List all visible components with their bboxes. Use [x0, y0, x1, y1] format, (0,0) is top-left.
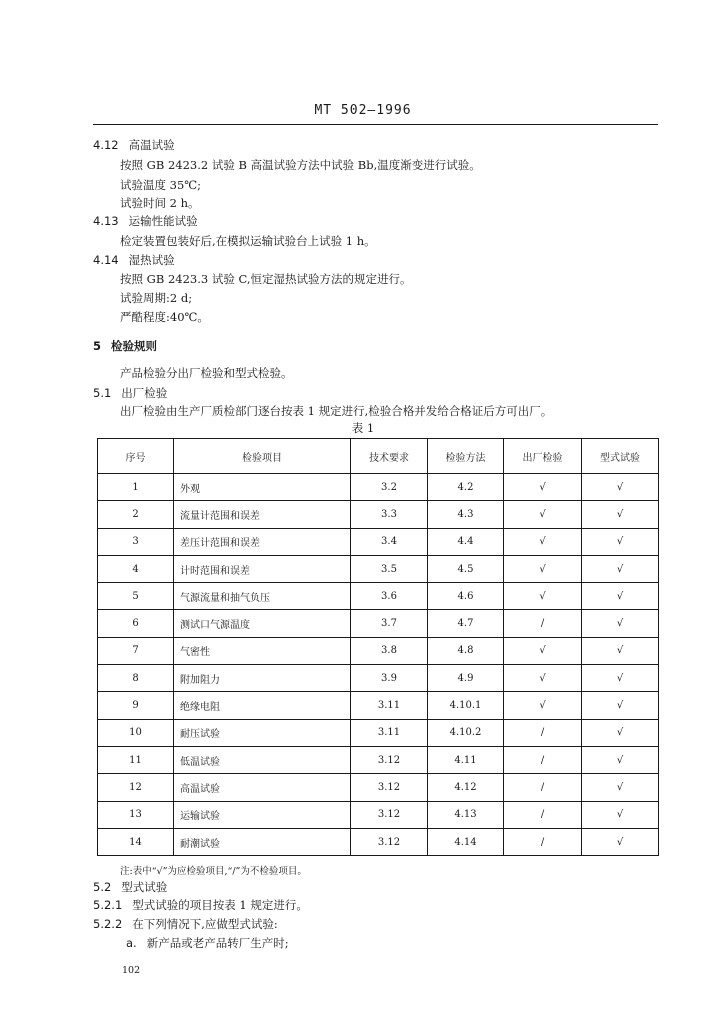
inspection-item-cell: 附加阻力	[174, 665, 351, 692]
technical-requirement-cell: 3.12	[351, 774, 428, 801]
row-number-cell: 11	[98, 746, 174, 773]
header-rule	[93, 124, 658, 125]
type-test-cell: √	[582, 610, 659, 637]
technical-requirement-cell: 3.7	[351, 610, 428, 637]
factory-inspection-cell: √	[504, 555, 582, 582]
technical-requirement-cell: 3.8	[351, 637, 428, 664]
section-title: 高温试验	[128, 138, 175, 152]
technical-requirement-cell: 3.12	[351, 801, 428, 828]
row-number-cell: 4	[98, 555, 174, 582]
col-header-no: 序号	[98, 439, 174, 474]
section-number: 4.12	[93, 138, 119, 152]
row-number-cell: 9	[98, 692, 174, 719]
technical-requirement-cell: 3.12	[351, 746, 428, 773]
paragraph: 按照 GB 2423.3 试验 C,恒定湿热试验方法的规定进行。	[120, 272, 412, 286]
technical-requirement-cell: 3.11	[351, 719, 428, 746]
inspection-item-cell: 流量计范围和误差	[174, 501, 351, 528]
inspection-item-cell: 绝缘电阻	[174, 692, 351, 719]
type-test-cell: √	[582, 801, 659, 828]
row-number-cell: 5	[98, 583, 174, 610]
inspection-method-cell: 4.12	[428, 774, 504, 801]
technical-requirement-cell: 3.4	[351, 528, 428, 555]
type-test-cell: √	[582, 583, 659, 610]
factory-inspection-cell: √	[504, 637, 582, 664]
factory-inspection-cell: √	[504, 665, 582, 692]
row-number-cell: 14	[98, 828, 174, 855]
type-test-cell: √	[582, 774, 659, 801]
section-4-13-heading	[93, 214, 198, 228]
table-row	[98, 665, 659, 692]
paragraph: 试验温度 35℃;	[120, 178, 202, 192]
table-caption: 表 1	[351, 421, 375, 435]
col-header-method: 检验方法	[428, 439, 504, 474]
section-text: 在下列情况下,应做型式试验:	[132, 917, 278, 931]
row-number-cell: 6	[98, 610, 174, 637]
section-5-2-2	[93, 917, 278, 931]
factory-inspection-cell: /	[504, 801, 582, 828]
type-test-cell: √	[582, 637, 659, 664]
type-test-cell: √	[582, 555, 659, 582]
col-header-factory: 出厂检验	[504, 439, 582, 474]
inspection-method-cell: 4.6	[428, 583, 504, 610]
inspection-method-cell: 4.8	[428, 637, 504, 664]
row-number-cell: 3	[98, 528, 174, 555]
inspection-method-cell: 4.11	[428, 746, 504, 773]
paragraph: 严酷程度:40℃。	[120, 310, 209, 324]
inspection-item-cell: 低温试验	[174, 746, 351, 773]
type-test-cell: √	[582, 501, 659, 528]
paragraph: 产品检验分出厂检验和型式检验。	[120, 366, 293, 380]
row-number-cell: 13	[98, 801, 174, 828]
inspection-method-cell: 4.7	[428, 610, 504, 637]
section-text: 型式试验的项目按表 1 规定进行。	[132, 898, 308, 912]
section-4-12-heading	[93, 138, 175, 152]
technical-requirement-cell: 3.11	[351, 692, 428, 719]
row-number-cell: 12	[98, 774, 174, 801]
inspection-method-cell: 4.10.2	[428, 719, 504, 746]
section-number: 4.13	[93, 214, 119, 228]
inspection-item-cell: 高温试验	[174, 774, 351, 801]
list-item-a	[126, 936, 289, 950]
page-number: 102	[122, 965, 141, 976]
row-number-cell: 1	[98, 474, 174, 501]
paragraph: 出厂检验由生产厂质检部门逐台按表 1 规定进行,检验合格并发给合格证后方可出厂。	[120, 404, 553, 418]
inspection-item-cell: 计时范围和误差	[174, 555, 351, 582]
inspection-method-cell: 4.13	[428, 801, 504, 828]
inspection-item-cell: 气源流量和抽气负压	[174, 583, 351, 610]
section-title: 型式试验	[121, 880, 168, 894]
inspection-method-cell: 4.5	[428, 555, 504, 582]
paragraph: 试验周期:2 d;	[120, 291, 193, 305]
type-test-cell: √	[582, 828, 659, 855]
inspection-method-cell: 4.2	[428, 474, 504, 501]
section-number: 5.2	[93, 880, 112, 894]
type-test-cell: √	[582, 474, 659, 501]
type-test-cell: √	[582, 746, 659, 773]
col-header-requirement: 技术要求	[351, 439, 428, 474]
list-text: 新产品或老产品转厂生产时;	[146, 936, 289, 950]
section-number: 5.2.2	[93, 917, 123, 931]
section-title: 运输性能试验	[128, 214, 198, 228]
table-row	[98, 474, 659, 501]
inspection-method-cell: 4.14	[428, 828, 504, 855]
type-test-cell: √	[582, 719, 659, 746]
type-test-cell: √	[582, 528, 659, 555]
standard-code: MT 502—1996	[314, 103, 412, 118]
technical-requirement-cell: 3.9	[351, 665, 428, 692]
section-number: 5.2.1	[93, 898, 123, 912]
factory-inspection-cell: /	[504, 610, 582, 637]
factory-inspection-cell: /	[504, 719, 582, 746]
section-4-14-heading	[93, 253, 175, 267]
section-5-heading	[93, 339, 157, 353]
factory-inspection-cell: /	[504, 774, 582, 801]
section-title: 湿热试验	[128, 253, 175, 267]
paragraph: 试验时间 2 h。	[120, 196, 200, 210]
inspection-item-cell: 运输试验	[174, 801, 351, 828]
section-number: 4.14	[93, 253, 119, 267]
list-marker: a.	[126, 936, 137, 950]
table-row	[98, 610, 659, 637]
inspection-item-cell: 差压计范围和误差	[174, 528, 351, 555]
row-number-cell: 8	[98, 665, 174, 692]
inspection-method-cell: 4.9	[428, 665, 504, 692]
table-body	[98, 474, 659, 856]
table-note: 注:表中“√”为应检验项目,“/”为不检验项目。	[120, 866, 307, 877]
row-number-cell: 10	[98, 719, 174, 746]
col-header-item: 检验项目	[174, 439, 351, 474]
factory-inspection-cell: √	[504, 583, 582, 610]
technical-requirement-cell: 3.3	[351, 501, 428, 528]
paragraph: 检定装置包装好后,在模拟运输试验台上试验 1 h。	[120, 234, 376, 248]
section-title: 出厂检验	[121, 386, 168, 400]
inspection-item-cell: 测试口气源温度	[174, 610, 351, 637]
factory-inspection-cell: /	[504, 828, 582, 855]
table-row	[98, 528, 659, 555]
table-row	[98, 828, 659, 855]
table-row	[98, 501, 659, 528]
technical-requirement-cell: 3.2	[351, 474, 428, 501]
section-title: 检验规则	[111, 339, 158, 353]
table-row	[98, 637, 659, 664]
type-test-cell: √	[582, 692, 659, 719]
table-row	[98, 801, 659, 828]
table-row	[98, 719, 659, 746]
factory-inspection-cell: √	[504, 692, 582, 719]
table-header-row	[98, 439, 659, 474]
factory-inspection-cell: √	[504, 528, 582, 555]
factory-inspection-cell: /	[504, 746, 582, 773]
inspection-method-cell: 4.3	[428, 501, 504, 528]
technical-requirement-cell: 3.6	[351, 583, 428, 610]
section-number: 5.1	[93, 386, 112, 400]
col-header-type: 型式试验	[582, 439, 659, 474]
inspection-item-cell: 耐压试验	[174, 719, 351, 746]
technical-requirement-cell: 3.5	[351, 555, 428, 582]
factory-inspection-cell: √	[504, 474, 582, 501]
inspection-method-cell: 4.4	[428, 528, 504, 555]
section-5-2-1	[93, 898, 308, 912]
table-row	[98, 692, 659, 719]
inspection-item-cell: 耐潮试验	[174, 828, 351, 855]
inspection-table	[97, 438, 659, 856]
table-row	[98, 555, 659, 582]
table-row	[98, 746, 659, 773]
section-5-1-heading	[93, 386, 167, 400]
factory-inspection-cell: √	[504, 501, 582, 528]
inspection-item-cell: 气密性	[174, 637, 351, 664]
inspection-item-cell: 外观	[174, 474, 351, 501]
row-number-cell: 2	[98, 501, 174, 528]
row-number-cell: 7	[98, 637, 174, 664]
table-row	[98, 583, 659, 610]
inspection-method-cell: 4.10.1	[428, 692, 504, 719]
type-test-cell: √	[582, 665, 659, 692]
table-row	[98, 774, 659, 801]
technical-requirement-cell: 3.12	[351, 828, 428, 855]
paragraph: 按照 GB 2423.2 试验 B 高温试验方法中试验 Bb,温度渐变进行试验。	[120, 158, 481, 172]
section-number: 5	[93, 339, 102, 353]
section-5-2-heading	[93, 880, 167, 894]
